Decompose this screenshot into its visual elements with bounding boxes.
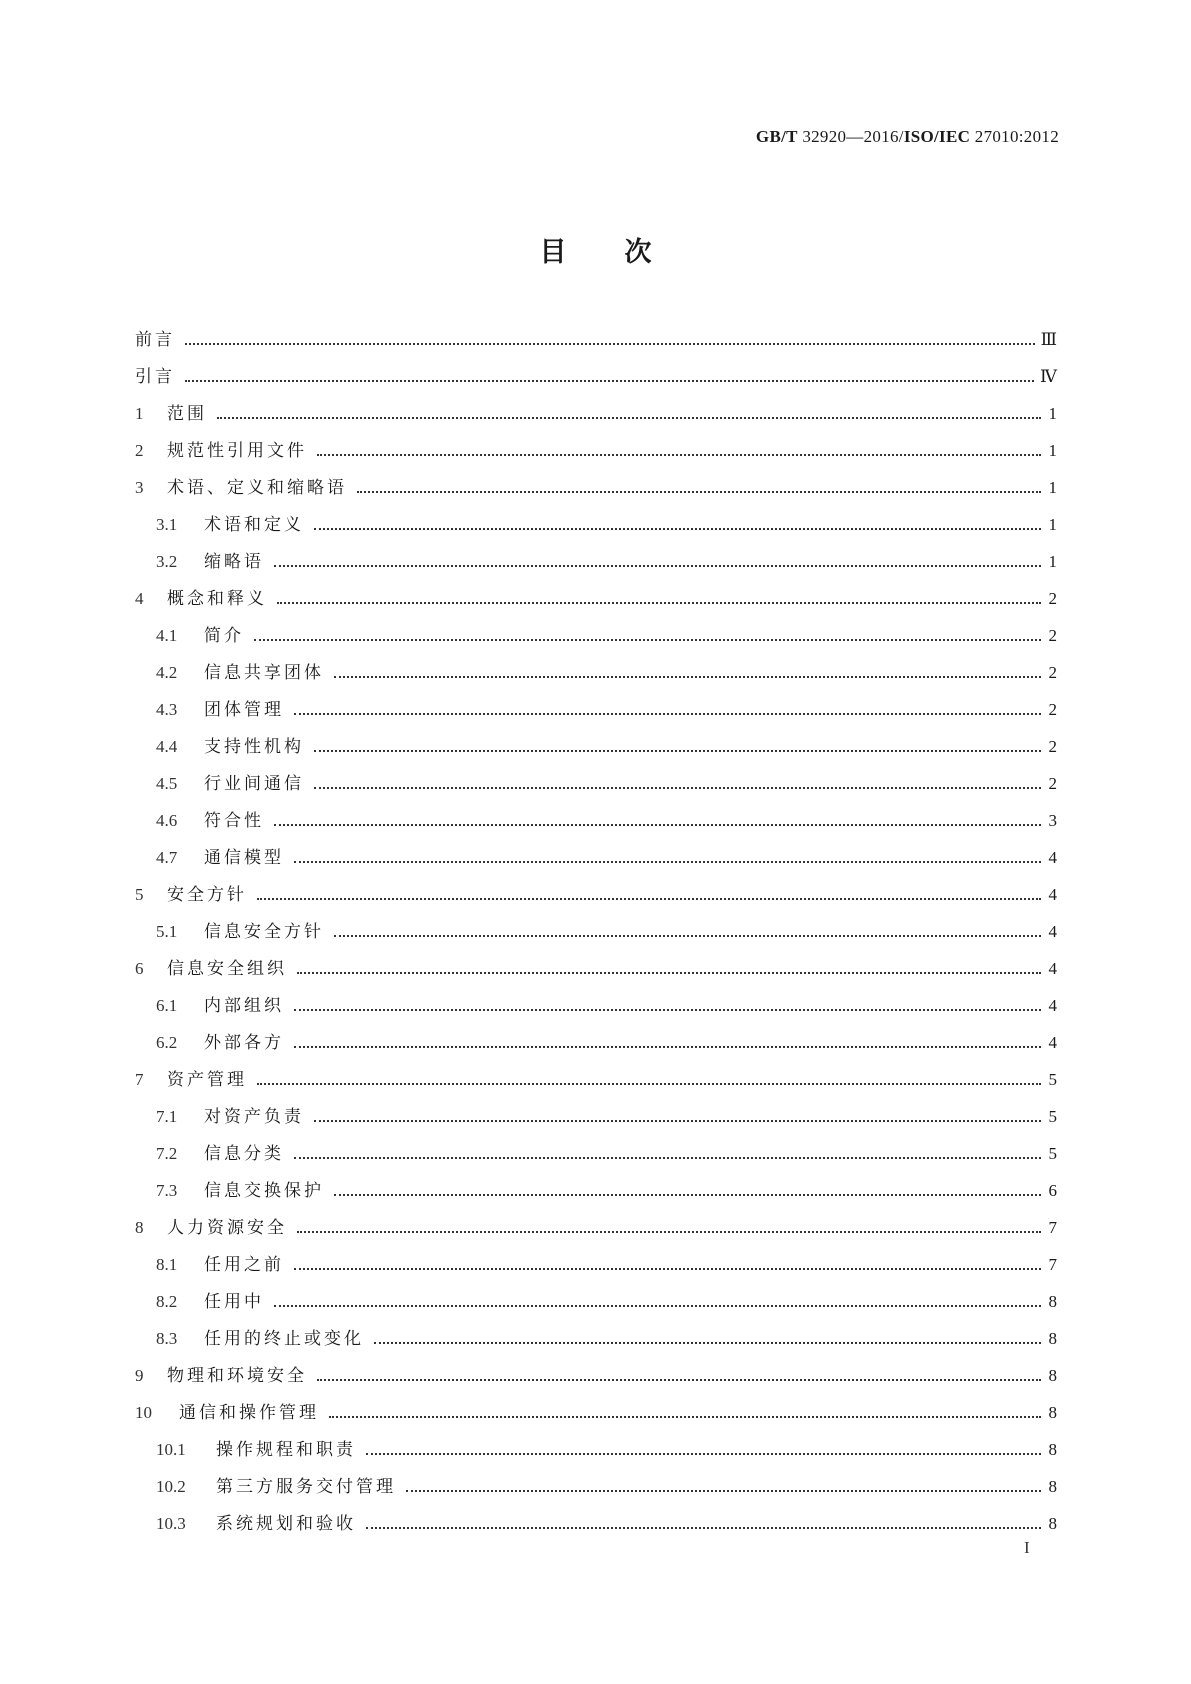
toc-entry-page: 1 (1048, 441, 1057, 460)
toc-entry-title: 外部各方 (204, 1033, 284, 1053)
toc-entry-number: 8.2 (156, 1292, 178, 1311)
toc-entry-title: 信息共享团体 (204, 663, 324, 683)
toc-entry-title: 行业间通信 (204, 774, 304, 794)
toc-entry-title: 简介 (204, 626, 244, 646)
toc-entry-number: 9 (135, 1366, 144, 1385)
toc-dot-leader (294, 1157, 1041, 1159)
toc-entry-page: 8 (1048, 1292, 1057, 1311)
toc-entry-page: 4 (1048, 959, 1057, 978)
toc-entry[interactable] (135, 621, 1057, 658)
toc-entry[interactable] (135, 917, 1057, 954)
toc-entry-number: 5.1 (156, 922, 178, 941)
toc-entry-page: 1 (1048, 552, 1057, 571)
toc-entry-number: 2 (135, 441, 144, 460)
toc-entry-number: 8.1 (156, 1255, 178, 1274)
toc-entry[interactable] (135, 1472, 1057, 1509)
toc-entry[interactable] (135, 843, 1057, 880)
toc-entry-page: 8 (1048, 1514, 1057, 1533)
toc-entry-page: 4 (1048, 1033, 1057, 1052)
toc-entry-number: 10.3 (156, 1514, 186, 1533)
toc-dot-leader (334, 1194, 1041, 1196)
toc-entry[interactable] (135, 991, 1057, 1028)
toc-entry[interactable] (135, 658, 1057, 695)
toc-dot-leader (314, 750, 1041, 752)
toc-entry[interactable] (135, 436, 1057, 473)
toc-dot-leader (254, 639, 1041, 641)
toc-entry-number: 1 (135, 404, 144, 423)
toc-entry-page: 2 (1048, 774, 1057, 793)
standard-code-header (756, 127, 1059, 147)
toc-entry-page: 8 (1048, 1366, 1057, 1385)
toc-dot-leader (314, 528, 1041, 530)
toc-entry-title: 前言 (135, 330, 175, 350)
toc-entry-number: 4.7 (156, 848, 178, 867)
toc-entry[interactable] (135, 1065, 1057, 1102)
toc-entry-page: 2 (1048, 626, 1057, 645)
toc-entry-number: 3.1 (156, 515, 178, 534)
toc-dot-leader (317, 454, 1041, 456)
toc-dot-leader (366, 1527, 1041, 1529)
toc-dot-leader (257, 898, 1041, 900)
toc-entry-number: 4.4 (156, 737, 178, 756)
toc-entry-page: 1 (1048, 404, 1057, 423)
toc-entry[interactable] (135, 1102, 1057, 1139)
toc-entry[interactable] (135, 1176, 1057, 1213)
toc-dot-leader (294, 713, 1041, 715)
toc-entry-number: 5 (135, 885, 144, 904)
toc-entry-number: 7.3 (156, 1181, 178, 1200)
toc-dot-leader (297, 1231, 1041, 1233)
page-title: 目次 (539, 237, 710, 268)
toc-dot-leader (257, 1083, 1041, 1085)
iso-number: 27010:2012 (974, 127, 1059, 146)
toc-entry-number: 4.6 (156, 811, 178, 830)
toc-entry-title: 系统规划和验收 (216, 1514, 356, 1534)
toc-entry[interactable] (135, 399, 1057, 436)
toc-entry-page: 2 (1048, 737, 1057, 756)
toc-entry-title: 任用之前 (204, 1255, 284, 1275)
page-number: I (1024, 1538, 1030, 1557)
toc-dot-leader (294, 1009, 1041, 1011)
toc-entry[interactable] (135, 1028, 1057, 1065)
toc-entry-page: 2 (1048, 589, 1057, 608)
toc-dot-leader (294, 1046, 1041, 1048)
toc-entry[interactable] (135, 954, 1057, 991)
toc-entry[interactable] (135, 1250, 1057, 1287)
toc-entry[interactable] (135, 547, 1057, 584)
toc-entry-title: 信息安全组织 (167, 959, 287, 979)
toc-entry-title: 团体管理 (204, 700, 284, 720)
toc-entry[interactable] (135, 510, 1057, 547)
toc-entry[interactable] (135, 880, 1057, 917)
toc-dot-leader (274, 824, 1041, 826)
toc-entry[interactable] (135, 1324, 1057, 1361)
toc-dot-leader (294, 861, 1041, 863)
toc-entry-page: 6 (1048, 1181, 1057, 1200)
toc-dot-leader (314, 787, 1041, 789)
toc-entry-number: 6.1 (156, 996, 178, 1015)
toc-entry[interactable] (135, 695, 1057, 732)
toc-entry[interactable] (135, 806, 1057, 843)
toc-entry-title: 概念和释义 (167, 589, 267, 609)
toc-entry-page: 1 (1048, 515, 1057, 534)
toc-entry[interactable] (135, 1139, 1057, 1176)
toc-entry-page: 5 (1048, 1107, 1057, 1126)
toc-entry-number: 6 (135, 959, 144, 978)
std-prefix: GB/T (755, 127, 798, 146)
toc-entry[interactable] (135, 1287, 1057, 1324)
toc-dot-leader (277, 602, 1041, 604)
toc-entry-title: 范围 (167, 404, 207, 424)
toc-entry-page: 7 (1048, 1255, 1057, 1274)
toc-entry-page: 4 (1048, 848, 1057, 867)
toc-dot-leader (334, 935, 1041, 937)
toc-entry-title: 通信模型 (204, 848, 284, 868)
toc-entry-title: 信息交换保护 (204, 1181, 324, 1201)
toc-entry-page: 4 (1048, 885, 1057, 904)
toc-entry-number: 7.2 (156, 1144, 178, 1163)
toc-entry-title: 第三方服务交付管理 (216, 1477, 396, 1497)
toc-entry-page: 5 (1048, 1070, 1057, 1089)
toc-entry-page: 7 (1048, 1218, 1057, 1237)
toc-entry-number: 10.1 (156, 1440, 186, 1459)
toc-entry[interactable] (135, 1435, 1057, 1472)
toc-entry-title: 符合性 (204, 811, 264, 831)
toc-entry-page: 4 (1048, 996, 1057, 1015)
toc-entry-number: 10 (135, 1403, 152, 1422)
toc-dot-leader (297, 972, 1041, 974)
iso-prefix: ISO/IEC (903, 127, 971, 146)
toc-dot-leader (217, 417, 1041, 419)
toc-entry-page: 8 (1048, 1477, 1057, 1496)
toc-dot-leader (274, 565, 1041, 567)
toc-entry-title: 规范性引用文件 (167, 441, 307, 461)
toc-entry-page: Ⅲ (1040, 330, 1057, 349)
toc-entry-number: 4 (135, 589, 144, 608)
toc-entry-title: 缩略语 (204, 552, 264, 572)
toc-dot-leader (185, 343, 1035, 345)
toc-dot-leader (294, 1268, 1041, 1270)
toc-entry[interactable] (135, 362, 1057, 399)
toc-dot-leader (366, 1453, 1041, 1455)
toc-entry-number: 8 (135, 1218, 144, 1237)
toc-entry-page: 1 (1048, 478, 1057, 497)
toc-dot-leader (314, 1120, 1041, 1122)
toc-entry-title: 术语和定义 (204, 515, 304, 535)
toc-dot-leader (374, 1342, 1041, 1344)
toc-entry-title: 操作规程和职责 (216, 1440, 356, 1460)
toc-entry-page: 2 (1048, 700, 1057, 719)
toc-entry-number: 8.3 (156, 1329, 178, 1348)
toc-dot-leader (317, 1379, 1041, 1381)
toc-dot-leader (329, 1416, 1041, 1418)
toc-entry-number: 4.2 (156, 663, 178, 682)
toc-entry-page: 5 (1048, 1144, 1057, 1163)
toc-entry-title: 资产管理 (167, 1070, 247, 1090)
toc-entry-title: 任用的终止或变化 (204, 1329, 364, 1349)
toc-entry-number: 10.2 (156, 1477, 186, 1496)
toc-entry-page: Ⅳ (1040, 367, 1057, 386)
std-number: 32920—2016/ (802, 127, 904, 146)
toc-entry-number: 4.3 (156, 700, 178, 719)
toc-entry-title: 术语、定义和缩略语 (167, 478, 347, 498)
toc-entry-page: 3 (1048, 811, 1057, 830)
toc-entry-number: 4.5 (156, 774, 178, 793)
toc-entry-page: 8 (1048, 1440, 1057, 1459)
toc-entry-title: 人力资源安全 (167, 1218, 287, 1238)
toc-entry[interactable] (135, 1361, 1057, 1398)
toc-dot-leader (274, 1305, 1041, 1307)
toc-dot-leader (185, 380, 1034, 382)
toc-entry-title: 信息分类 (204, 1144, 284, 1164)
toc-entry-page: 8 (1048, 1403, 1057, 1422)
table-of-contents (135, 325, 1057, 1546)
toc-dot-leader (334, 676, 1041, 678)
toc-entry-title: 引言 (135, 367, 175, 387)
toc-entry-title: 信息安全方针 (204, 922, 324, 942)
toc-entry-title: 物理和环境安全 (167, 1366, 307, 1386)
toc-entry[interactable] (135, 1213, 1057, 1250)
toc-entry-number: 7 (135, 1070, 144, 1089)
toc-entry-page: 4 (1048, 922, 1057, 941)
toc-entry[interactable] (135, 1509, 1057, 1546)
toc-entry-title: 通信和操作管理 (179, 1403, 319, 1423)
toc-entry-title: 支持性机构 (204, 737, 304, 757)
toc-entry-title: 任用中 (204, 1292, 264, 1312)
toc-entry-title: 内部组织 (204, 996, 284, 1016)
toc-entry[interactable] (135, 732, 1057, 769)
toc-entry-page: 2 (1048, 663, 1057, 682)
toc-entry[interactable] (135, 769, 1057, 806)
toc-entry-page: 8 (1048, 1329, 1057, 1348)
toc-entry-title: 对资产负责 (204, 1107, 304, 1127)
toc-dot-leader (406, 1490, 1041, 1492)
toc-entry-number: 7.1 (156, 1107, 178, 1126)
toc-entry[interactable] (135, 1398, 1057, 1435)
toc-entry[interactable] (135, 584, 1057, 621)
toc-entry-number: 6.2 (156, 1033, 178, 1052)
toc-entry[interactable] (135, 325, 1057, 362)
toc-entry[interactable] (135, 473, 1057, 510)
toc-entry-number: 3.2 (156, 552, 178, 571)
toc-entry-number: 4.1 (156, 626, 178, 645)
toc-entry-title: 安全方针 (167, 885, 247, 905)
toc-dot-leader (357, 491, 1041, 493)
toc-entry-number: 3 (135, 478, 144, 497)
